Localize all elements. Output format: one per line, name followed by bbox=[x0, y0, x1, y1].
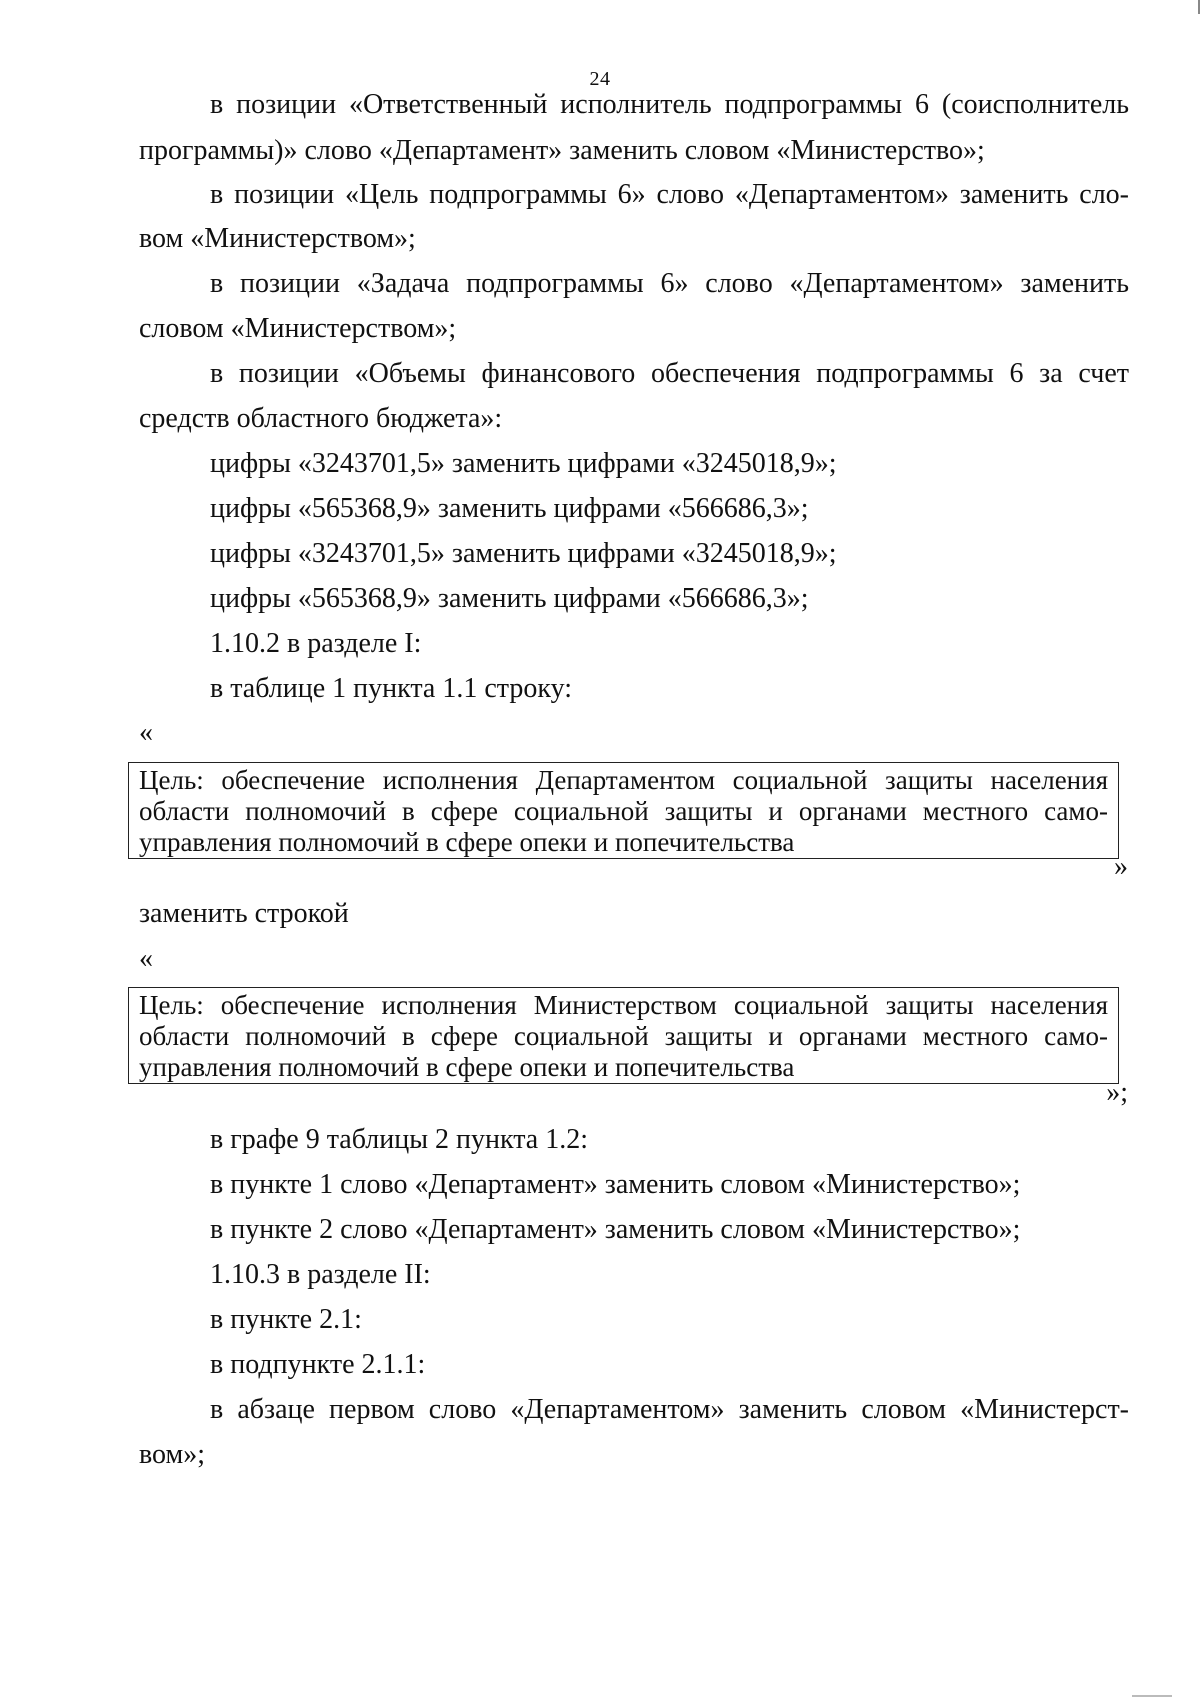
paragraph-line: вом «Министерством»; bbox=[139, 223, 416, 254]
paragraph-line: в таблице 1 пункта 1.1 строку: bbox=[210, 673, 572, 704]
new-row-line: Цель: обеспечение исполнения Министерством социальной защиты населения bbox=[139, 990, 1108, 1020]
paragraph-line: в графе 9 таблицы 2 пункта 1.2: bbox=[210, 1124, 588, 1155]
paragraph-line: цифры «3243701,5» заменить цифрами «3245018,9»; bbox=[210, 448, 837, 479]
paragraph-line: цифры «565368,9» заменить цифрами «566686,3»; bbox=[210, 493, 809, 524]
opening-quote: « bbox=[139, 943, 153, 974]
paragraph-line: в позиции «Цель подпрограммы 6» слово «Департаментом» заменить сло- bbox=[210, 179, 1129, 210]
new-row-line: управления полномочий в сфере опеки и попечительства bbox=[129, 1052, 1118, 1084]
paragraph-line: в пункте 2.1: bbox=[210, 1304, 362, 1335]
page-number: 24 bbox=[589, 68, 611, 90]
paragraph-line: в позиции «Ответственный исполнитель подпрограммы 6 (соисполнитель bbox=[210, 89, 1129, 120]
old-row-line: Цель: обеспечение исполнения Департаментом социальной защиты населения bbox=[139, 765, 1108, 795]
paragraph-line: в пункте 1 слово «Департамент» заменить словом «Министерство»; bbox=[210, 1169, 1021, 1200]
opening-quote: « bbox=[139, 717, 153, 748]
new-row-line: области полномочий в сфере социальной защиты и органами местного само- bbox=[139, 1021, 1108, 1051]
old-row-line: управления полномочий в сфере опеки и попечительства bbox=[129, 827, 1118, 859]
old-table-row bbox=[128, 762, 1119, 859]
paragraph-line: цифры «3243701,5» заменить цифрами «3245018,9»; bbox=[210, 538, 837, 569]
paragraph-line: в абзаце первом слово «Департаментом» заменить словом «Министерст- bbox=[210, 1394, 1129, 1425]
paragraph-line: в позиции «Задача подпрограммы 6» слово «Департаментом» заменить bbox=[210, 268, 1129, 299]
old-row-line: области полномочий в сфере социальной защиты и органами местного само- bbox=[139, 796, 1108, 826]
paragraph-line: в позиции «Объемы финансового обеспечения подпрограммы 6 за счет bbox=[210, 358, 1129, 389]
paragraph-line: программы)» слово «Департамент» заменить словом «Министерство»; bbox=[139, 135, 985, 166]
paragraph-line: заменить строкой bbox=[139, 898, 349, 929]
paragraph-line: средств областного бюджета»: bbox=[139, 403, 503, 434]
paragraph-line: в пункте 2 слово «Департамент» заменить словом «Министерство»; bbox=[210, 1214, 1021, 1245]
closing-quote: » bbox=[1114, 851, 1128, 882]
paragraph-line: словом «Министерством»; bbox=[139, 313, 457, 344]
paragraph-line: цифры «565368,9» заменить цифрами «566686,3»; bbox=[210, 583, 809, 614]
paragraph-line: в подпункте 2.1.1: bbox=[210, 1349, 426, 1380]
new-table-row bbox=[128, 987, 1119, 1084]
closing-quote: »; bbox=[1106, 1077, 1128, 1108]
section-heading: 1.10.3 в разделе II: bbox=[210, 1259, 431, 1290]
section-heading: 1.10.2 в разделе I: bbox=[210, 628, 422, 659]
paragraph-line: вом»; bbox=[139, 1439, 205, 1470]
